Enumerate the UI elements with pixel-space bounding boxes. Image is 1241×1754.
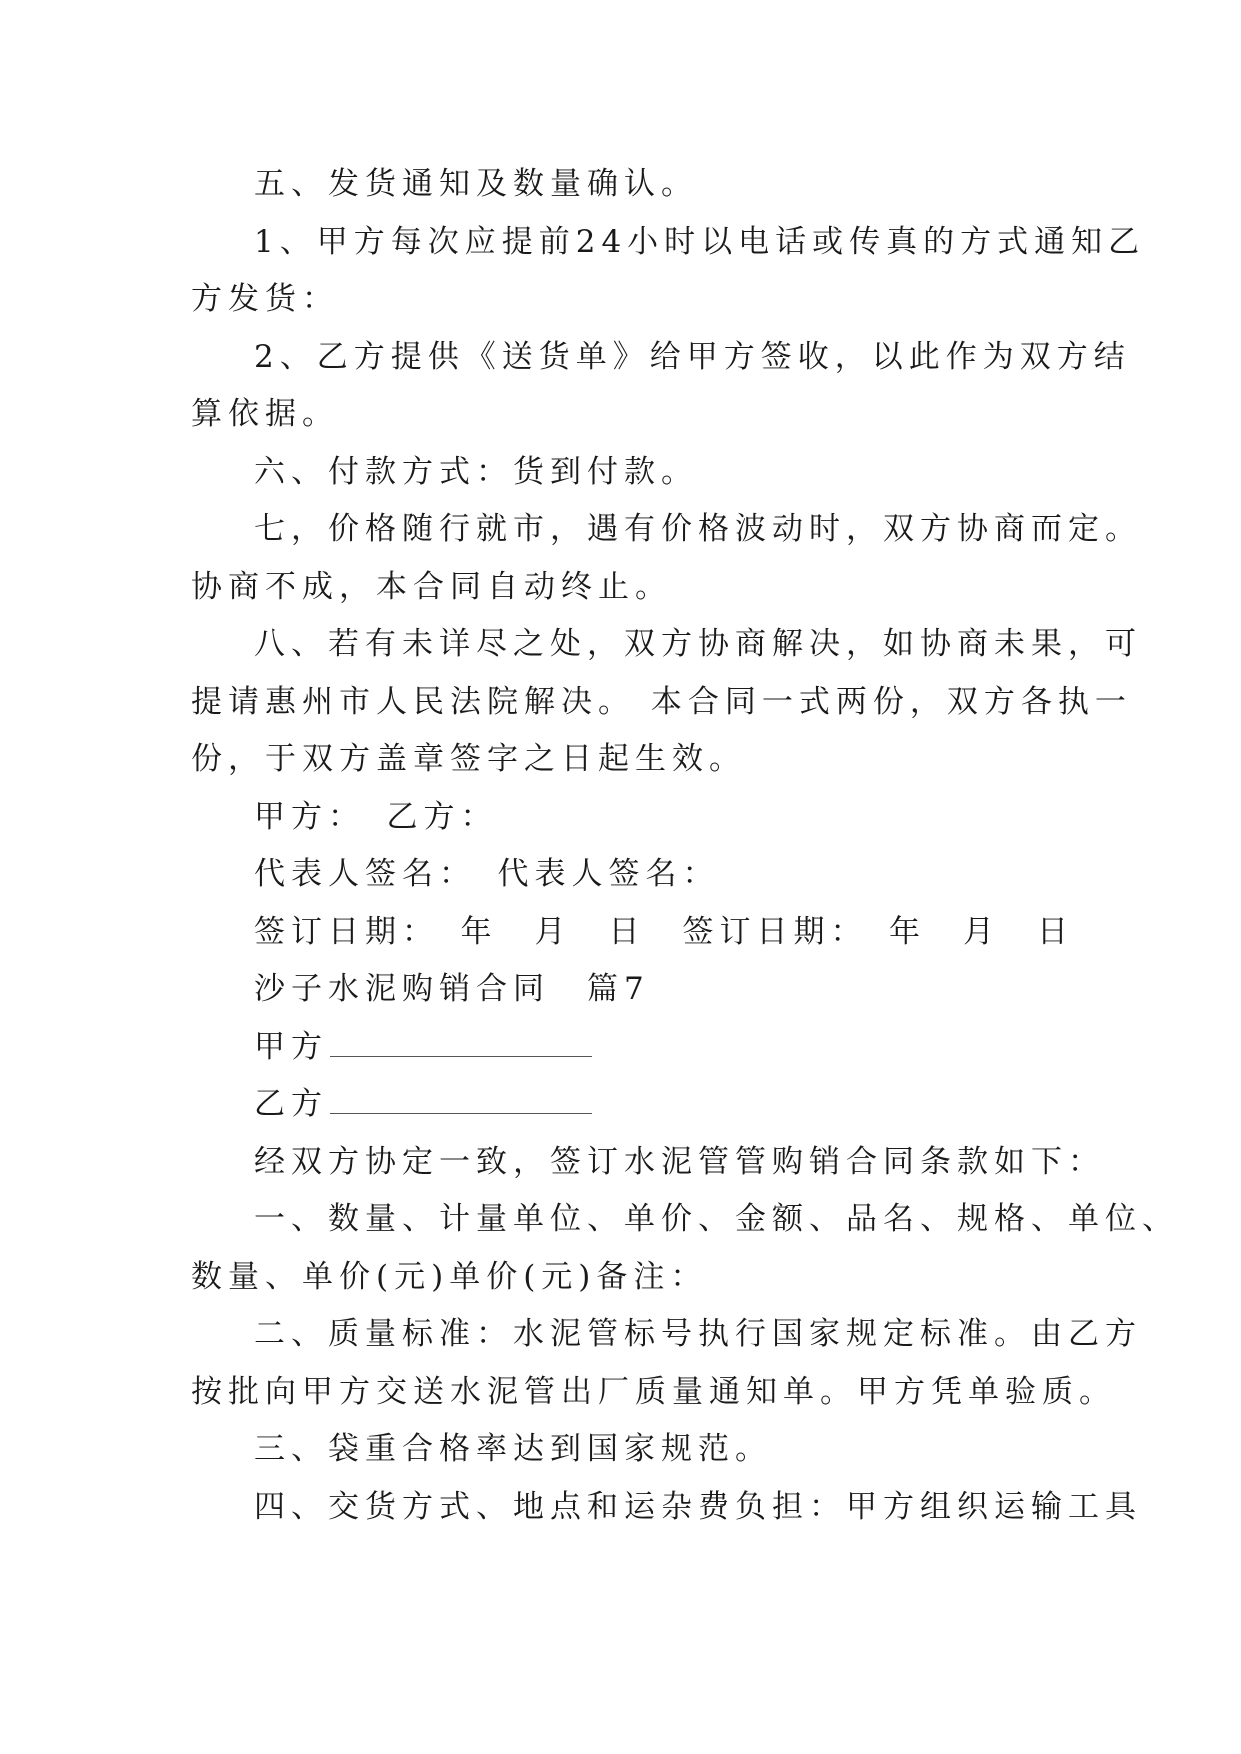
text-line: 三、袋重合格率达到国家规范。 [254,1431,772,1467]
text-line: 提请惠州市人民法院解决。 本合同一式两份，双方各执一 [191,683,1132,720]
text-line: 协商不成，本合同自动终止。 [191,568,672,605]
paragraph-payment [191,444,1051,502]
text-line: 按批向甲方交送水泥管出厂质量通知单。甲方凭单验质。 [191,1373,1116,1410]
paragraph-item-4 [191,1479,1142,1537]
party-a-label: 甲方 [254,1028,328,1065]
paragraph-clause-1 [191,214,1146,329]
paragraph-clause-2 [191,329,1131,444]
text-line: 数量、单价(元)单价(元)备注： [191,1258,708,1295]
paragraph-agreement-intro [191,1134,1105,1192]
text-line: 四、交货方式、地点和运杂费负担：甲方组织运输工具 [254,1488,1142,1525]
text-line: 五、发货通知及数量确认。 [254,166,698,202]
text-line: 算依据。 [191,396,339,432]
paragraph-disputes [191,616,1142,789]
text-line: 六、付款方式：货到付款。 [254,453,698,490]
text-line: 代表人签名： 代表人签名： [254,856,720,892]
paragraph-item-3 [191,1421,1051,1479]
document-body [191,156,1179,1536]
paragraph-pricing [191,501,1142,616]
text-line: 经双方协定一致，签订水泥管管购销合同条款如下： [254,1143,1105,1180]
paragraph-shipping-notice [191,156,1051,214]
party-b-blank-line [330,1103,592,1114]
paragraph-item-2 [191,1306,1142,1421]
text-line: 一、数量、计量单位、单价、金额、品名、规格、单位、 [254,1201,1179,1237]
paragraph-signatures [191,846,1051,904]
text-line: 方发货： [191,281,339,317]
text-line: 1、甲方每次应提前24小时以电话或传真的方式通知乙 [254,223,1146,260]
party-a-field [191,1019,1051,1077]
paragraph-item-1 [191,1191,1179,1306]
text-line: 2、乙方提供《送货单》给甲方签收，以此作为双方结 [254,338,1131,375]
party-b-label: 乙方 [254,1086,328,1122]
text-line: 甲方： 乙方： [254,798,498,835]
paragraph-sign-dates [191,904,1074,962]
text-line: 沙子水泥购销合同 篇7 [254,971,650,1007]
party-b-field [191,1076,1051,1134]
section-heading [191,961,1051,1019]
paragraph-parties [191,789,1051,847]
text-line: 二、质量标准：水泥管标号执行国家规定标准。由乙方 [254,1316,1142,1352]
text-line: 份，于双方盖章签字之日起生效。 [191,741,746,777]
text-line: 七，价格随行就市，遇有价格波动时，双方协商而定。 [254,511,1142,547]
text-line: 签订日期： 年 月 日 签订日期： 年 月 日 [254,913,1074,950]
party-a-blank-line [330,1046,592,1057]
text-line: 八、若有未详尽之处，双方协商解决，如协商未果，可 [254,626,1142,662]
